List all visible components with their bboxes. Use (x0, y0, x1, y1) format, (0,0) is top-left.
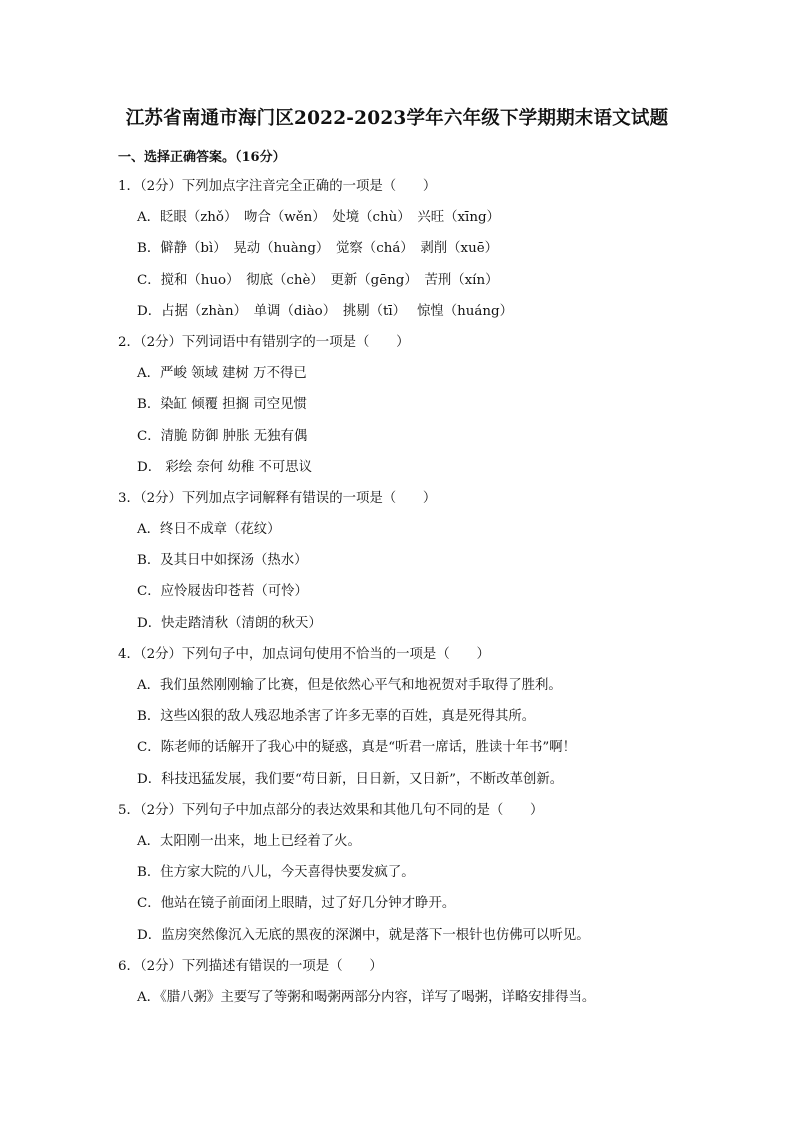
question-5-option-c: C．他站在镜子前面闭上眼睛，过了好几分钟才睁开。 (137, 896, 456, 912)
question-3-option-c: C．应怜屐齿印苍苔（可怜） (137, 584, 308, 600)
question-3-option-d: D．快走踏清秋（清朗的秋天） (137, 615, 322, 631)
question-3-option-b: B．及其日中如探汤（热水） (137, 553, 308, 569)
question-1-stem: 1．（2分）下列加点字注音完全正确的一项是（ ） (118, 179, 437, 194)
question-5-option-b: B．住方家大院的八儿，今天喜得快要发疯了。 (137, 865, 415, 881)
page-title: 江苏省南通市海门区2022-2023学年六年级下学期期末语文试题 (125, 108, 669, 129)
question-6-stem: 6．（2分）下列描述有错误的一项是（ ） (118, 958, 383, 974)
question-3-stem: 3．（2分）下列加点字词解释有错误的一项是（ ） (118, 490, 437, 506)
question-4-option-c: C．陈老师的话解开了我心中的疑惑，真是“听君一席话，胜读十年书”啊！ (137, 740, 577, 756)
question-5-stem: 5．（2分）下列句子中加点部分的表达效果和其他几句不同的是（ ） (118, 802, 544, 818)
question-2-option-a: A．严峻 领域 建树 万不得已 (137, 366, 307, 382)
question-4-stem: 4．（2分）下列句子中，加点词句使用不恰当的一项是（ ） (118, 646, 490, 662)
question-2-option-d: D． 彩绘 奈何 幼稚 不可思议 (137, 459, 313, 475)
question-6-option-a: A．《腊八粥》主要写了等粥和喝粥两部分内容，详写了喝粥，详略安排得当。 (137, 989, 596, 1005)
question-2-stem: 2．（2分）下列词语中有错别字的一项是（ ） (118, 334, 410, 350)
question-4-option-d: D．科技迅猛发展，我们要“苟日新，日日新，又日新”，不断改革创新。 (137, 771, 564, 787)
question-4-option-a: A．我们虽然刚刚输了比赛，但是依然心平气和地祝贺对手取得了胜利。 (137, 678, 562, 693)
question-3-option-a: A．终日不成章（花纹） (137, 522, 281, 538)
question-1-option-c: C．搅和（huo） 彻底（chè） 更新（gēng） 苦刑（xín） (137, 272, 499, 288)
question-1-option-b: B．僻静（bì） 晃动（huàng） 觉察（chá） 剥削（xuē） (137, 241, 499, 257)
section-heading: 一、选择正确答案。（16分） (118, 150, 286, 165)
question-2-option-c: C．清脆 防御 肿胀 无独有偶 (137, 428, 308, 444)
question-5-option-a: A．太阳刚一出来，地上已经着了火。 (137, 833, 361, 849)
question-5-option-d: D．监房突然像沉入无底的黑夜的深渊中，就是落下一根针也仿佛可以听见。 (137, 927, 590, 943)
question-list (118, 171, 718, 1013)
question-1-option-a: A．眨眼（zhǒ） 吻合（wěn） 处境（chù） 兴旺（xīng） (137, 210, 500, 226)
question-1-option-d: D．占据（zhàn） 单调（diào） 挑剔（tī） 惊惶（huáng） (137, 303, 513, 319)
question-2-option-b: B．染缸 倾覆 担搁 司空见惯 (137, 397, 307, 413)
question-4-option-b: B．这些凶狠的敌人残忍地杀害了许多无辜的百姓，真是死得其所。 (137, 709, 536, 725)
